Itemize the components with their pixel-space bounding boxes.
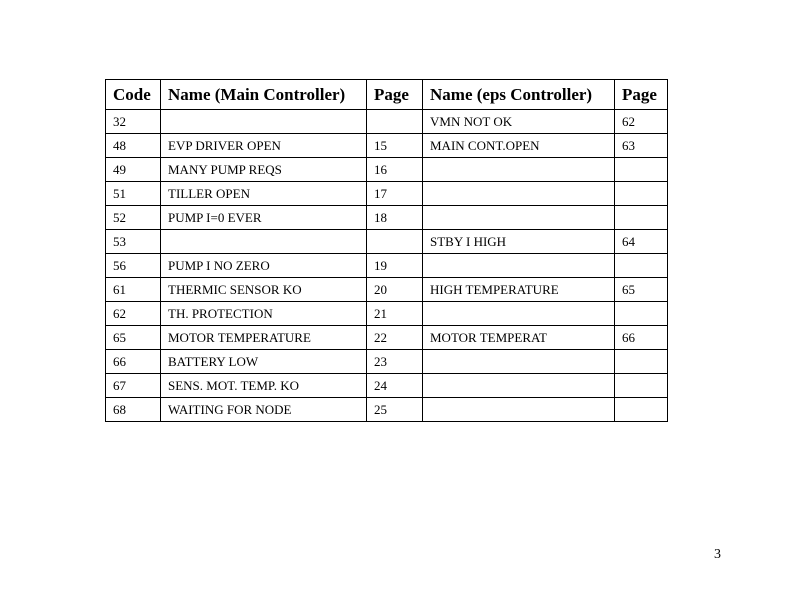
cell-code: 68 [106,398,161,422]
table-header-row [106,80,668,110]
cell-eps-controller-name: MAIN CONT.OPEN [423,134,615,158]
cell-main-controller-name: WAITING FOR NODE [161,398,367,422]
cell-eps-page: 62 [615,110,668,134]
alarm-code-table [105,79,668,422]
table-row [106,350,668,374]
cell-main-controller-name: PUMP I=0 EVER [161,206,367,230]
cell-code: 49 [106,158,161,182]
cell-main-controller-name: EVP DRIVER OPEN [161,134,367,158]
cell-main-controller-name: THERMIC SENSOR KO [161,278,367,302]
cell-eps-controller-name [423,206,615,230]
table-row [106,326,668,350]
cell-eps-controller-name: MOTOR TEMPERAT [423,326,615,350]
cell-main-page: 20 [367,278,423,302]
cell-eps-controller-name [423,254,615,278]
cell-eps-controller-name [423,302,615,326]
table-row [106,110,668,134]
cell-eps-page: 66 [615,326,668,350]
cell-main-controller-name: MANY PUMP REQS [161,158,367,182]
cell-eps-page [615,182,668,206]
cell-main-controller-name: TH. PROTECTION [161,302,367,326]
table-row [106,374,668,398]
cell-code: 32 [106,110,161,134]
cell-code: 65 [106,326,161,350]
cell-main-controller-name: TILLER OPEN [161,182,367,206]
cell-main-page [367,230,423,254]
cell-main-page: 17 [367,182,423,206]
table-row [106,134,668,158]
table-row [106,254,668,278]
header-eps-page: Page [615,80,668,110]
cell-main-controller-name [161,230,367,254]
cell-main-controller-name [161,110,367,134]
header-main-page: Page [367,80,423,110]
cell-main-page: 18 [367,206,423,230]
cell-code: 61 [106,278,161,302]
cell-eps-controller-name [423,158,615,182]
cell-code: 67 [106,374,161,398]
cell-eps-page: 63 [615,134,668,158]
cell-eps-controller-name: VMN NOT OK [423,110,615,134]
header-code: Code [106,80,161,110]
cell-eps-controller-name [423,398,615,422]
cell-eps-page: 65 [615,278,668,302]
cell-main-page: 15 [367,134,423,158]
cell-eps-controller-name: HIGH TEMPERATURE [423,278,615,302]
table-row [106,398,668,422]
table-row [106,182,668,206]
cell-main-page [367,110,423,134]
cell-main-controller-name: SENS. MOT. TEMP. KO [161,374,367,398]
cell-eps-page [615,374,668,398]
cell-eps-page [615,206,668,230]
table-row [106,206,668,230]
cell-main-page: 25 [367,398,423,422]
cell-main-page: 24 [367,374,423,398]
cell-code: 53 [106,230,161,254]
cell-main-page: 22 [367,326,423,350]
cell-code: 56 [106,254,161,278]
cell-main-page: 21 [367,302,423,326]
cell-main-page: 19 [367,254,423,278]
cell-eps-controller-name: STBY I HIGH [423,230,615,254]
cell-eps-page [615,254,668,278]
cell-code: 52 [106,206,161,230]
cell-eps-page: 64 [615,230,668,254]
cell-eps-page [615,398,668,422]
cell-main-page: 23 [367,350,423,374]
cell-eps-controller-name [423,374,615,398]
cell-main-page: 16 [367,158,423,182]
cell-eps-controller-name [423,182,615,206]
cell-code: 62 [106,302,161,326]
cell-eps-page [615,302,668,326]
cell-code: 66 [106,350,161,374]
header-eps-controller-name: Name (eps Controller) [423,80,615,110]
cell-main-controller-name: BATTERY LOW [161,350,367,374]
cell-eps-page [615,158,668,182]
page-number: 3 [714,547,721,562]
table-row [106,158,668,182]
header-main-controller-name: Name (Main Controller) [161,80,367,110]
cell-code: 51 [106,182,161,206]
cell-main-controller-name: PUMP I NO ZERO [161,254,367,278]
table-row [106,302,668,326]
table-body [106,110,668,422]
table-row [106,278,668,302]
cell-eps-controller-name [423,350,615,374]
cell-eps-page [615,350,668,374]
cell-main-controller-name: MOTOR TEMPERATURE [161,326,367,350]
table-row [106,230,668,254]
cell-code: 48 [106,134,161,158]
